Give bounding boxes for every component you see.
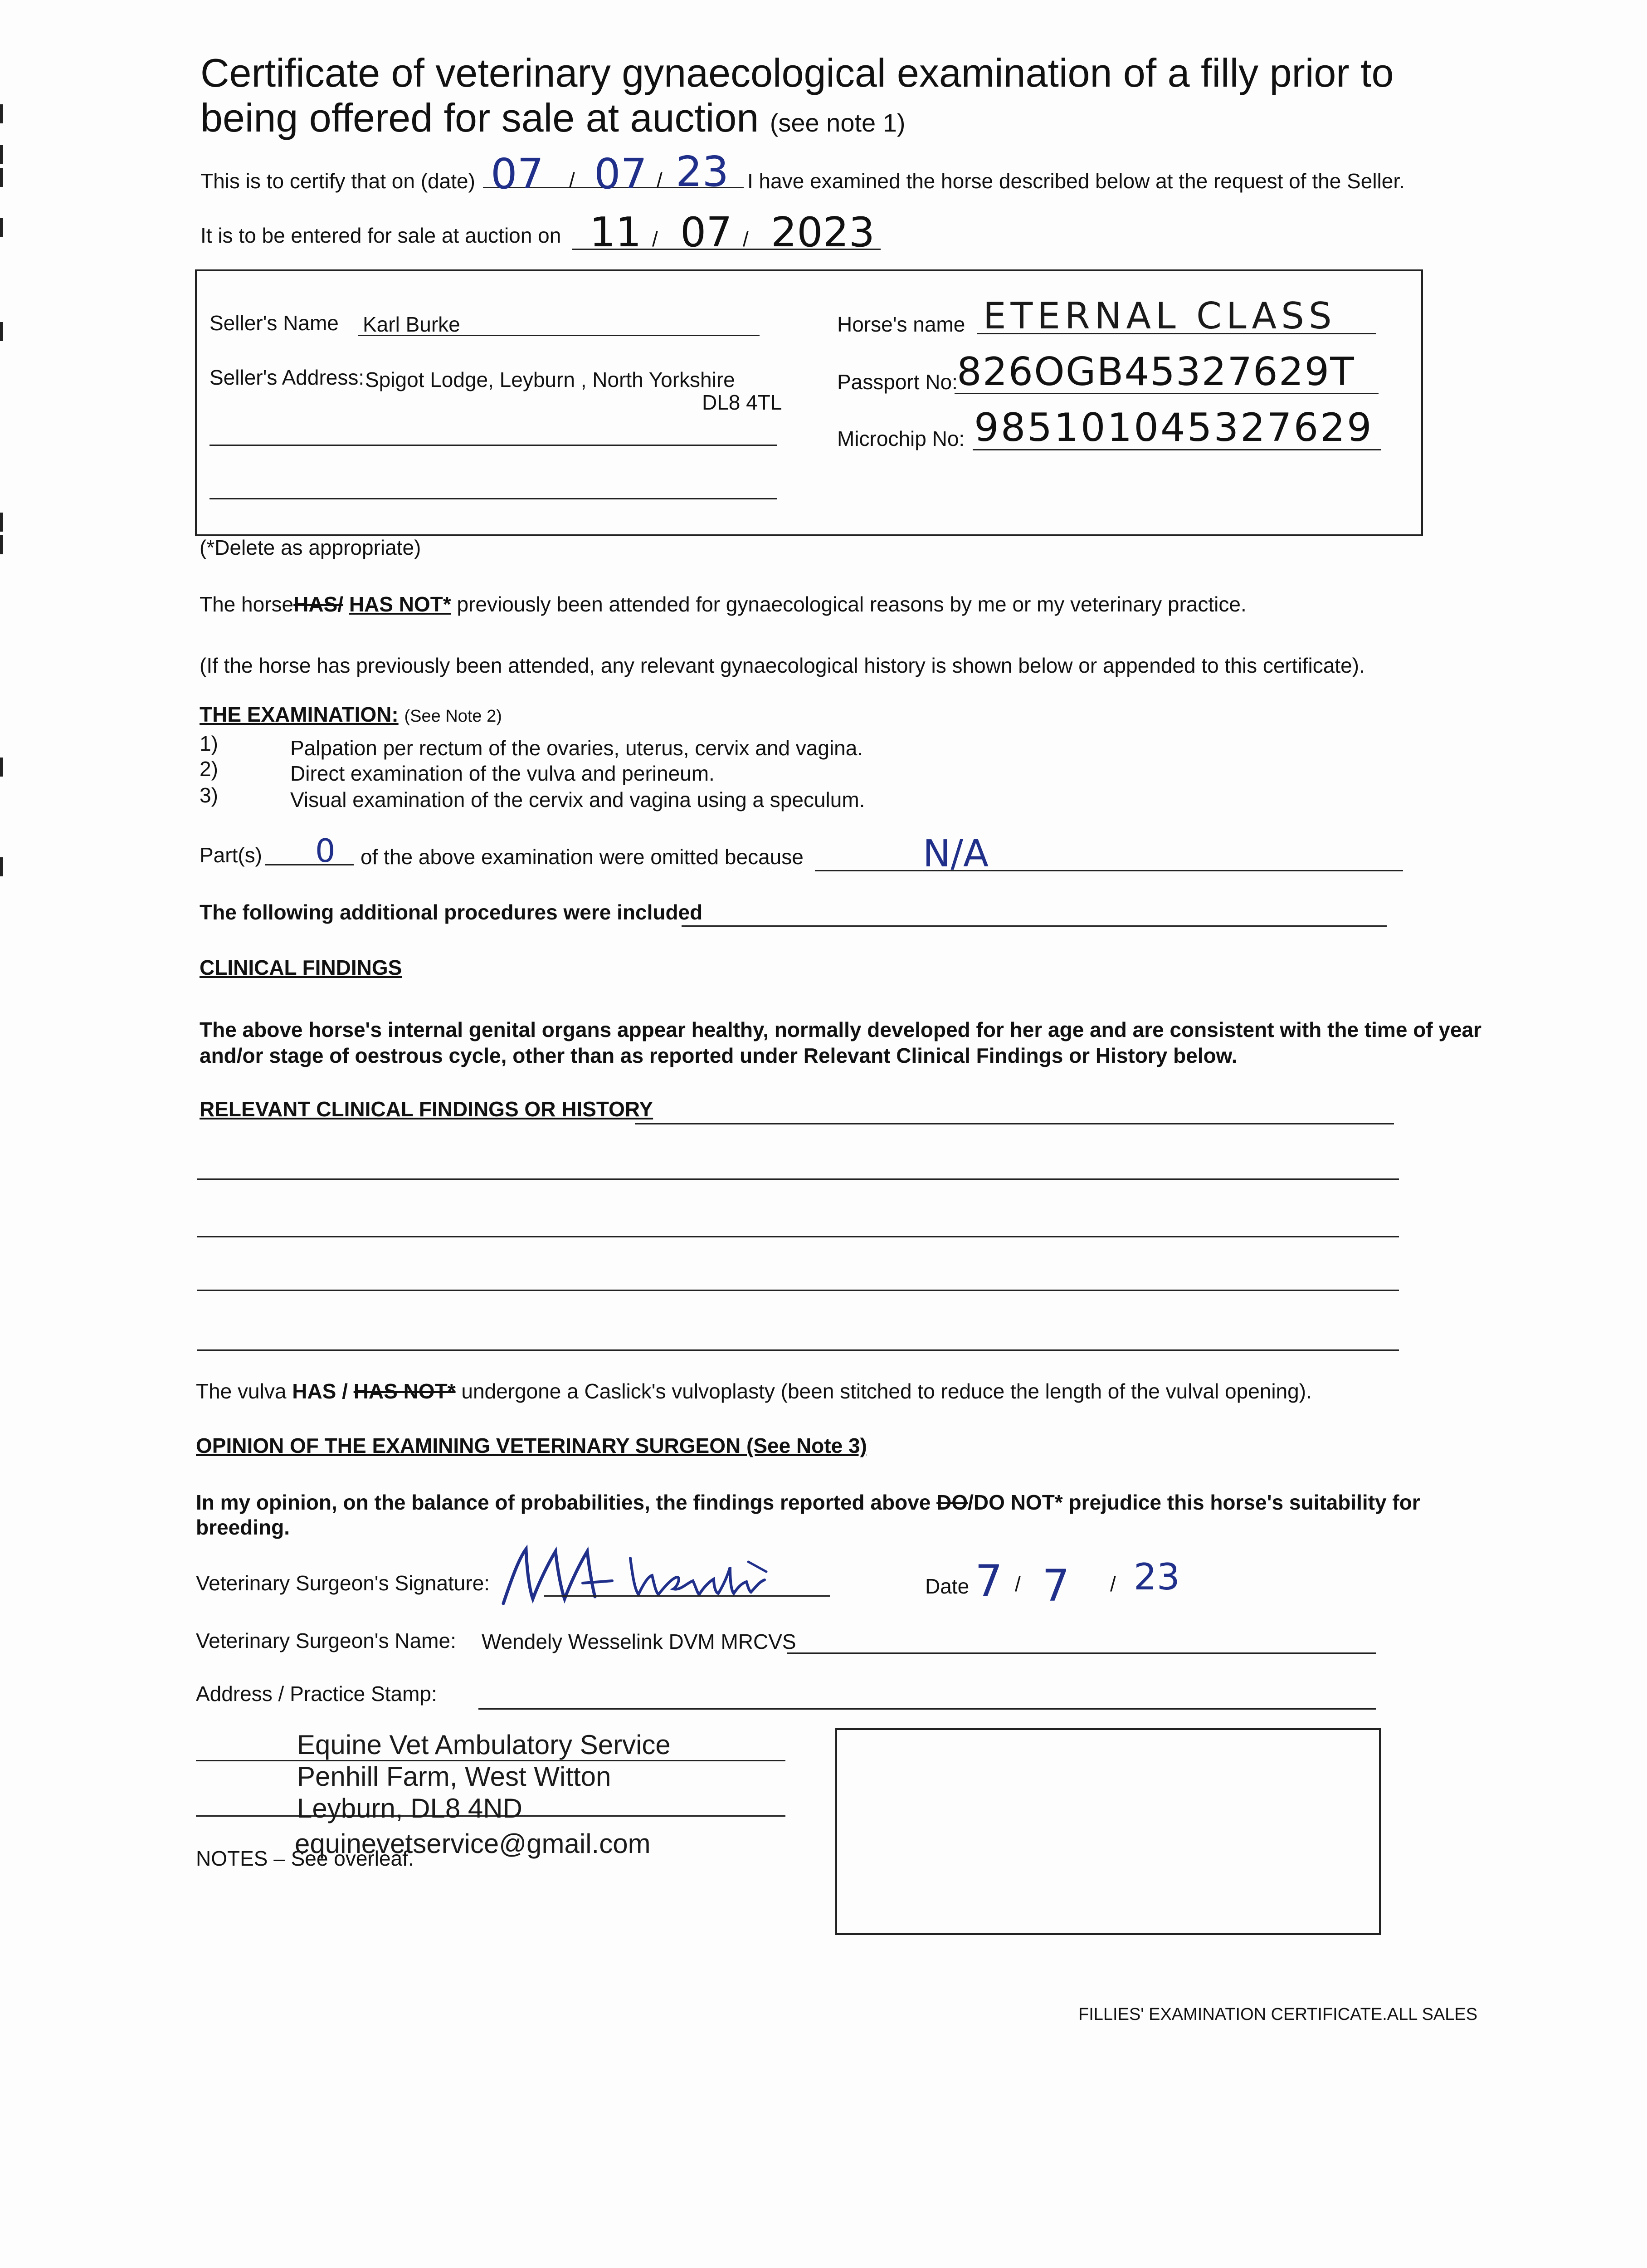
seller-name-label: Seller's Name [210,311,339,335]
auction-year[interactable]: 2023 [771,209,875,256]
certify-date-day[interactable]: 07 [491,150,544,198]
date-separator: / [1110,1572,1116,1596]
opinion-text-2: breeding. [196,1515,290,1539]
seller-address-label: Seller's Address: [210,366,365,389]
signature-date-year[interactable]: 23 [1134,1556,1180,1598]
clinical-findings-text-1: The above horse's internal genital organs appear healthy, normally developed for her age and are consistent with the time of year [200,1018,1482,1041]
date-separator: / [569,168,575,192]
margin-mark [0,322,3,341]
omitted-parts-value[interactable]: 0 [315,832,336,870]
practice-stamp [297,1729,671,1825]
relevant-findings-line [197,1349,1399,1351]
vet-name-line [787,1652,1376,1654]
omitted-parts-line [265,864,354,865]
auction-month[interactable]: 07 [680,209,732,256]
examination-item-num: 2) [200,757,218,781]
margin-mark [0,168,3,187]
vulva-has-not-struck: HAS NOT* [353,1379,456,1403]
date-separator: / [1015,1572,1021,1596]
auction-prefix: It is to be entered for sale at auction on [200,224,561,247]
address-line [478,1708,1376,1710]
vulva-statement: The vulva HAS / HAS NOT* undergone a Caslick's vulvoplasty (been stitched to reduce the length of the vulval opening). [196,1379,1312,1403]
omitted-prefix: Part(s) [200,843,262,867]
omitted-reason[interactable]: N/A [923,832,989,875]
relevant-findings-line [197,1290,1399,1291]
signature-date-day[interactable]: 7 [975,1556,1003,1607]
notes-label: NOTES – See overleaf. [196,1847,414,1870]
examination-heading: THE EXAMINATION: (See Note 2) [200,703,502,726]
omitted-reason-line [815,870,1403,871]
stamp-line-1: Equine Vet Ambulatory Service [297,1730,671,1760]
passport-number[interactable]: 826OGB45327629T [957,349,1355,395]
seller-address-line [210,445,777,446]
date-separator: / [657,168,663,192]
seller-postcode[interactable]: DL8 4TL [702,391,782,414]
vet-name[interactable]: Wendely Wesselink DVM MRCVS [482,1630,796,1653]
examination-item-text: Palpation per rectum of the ovaries, uterus, cervix and vagina. [290,736,863,760]
examination-item-num: 3) [200,783,218,807]
seller-address-line-1[interactable]: Spigot Lodge, Leyburn , North Yorkshire [365,368,735,391]
passport-line [955,393,1379,394]
relevant-findings-line [197,1178,1399,1180]
seller-address-line [210,498,777,499]
margin-mark [0,535,3,554]
attended-has-not: HAS NOT* [349,592,451,616]
history-note: (If the horse has previously been attended, any relevant gynaecological history is shown below or appended to this certificate). [200,654,1365,677]
margin-mark [0,857,3,876]
stamp-line-2: Penhill Farm, West Witton [297,1761,611,1792]
signature-label: Veterinary Surgeon's Signature: [196,1571,490,1595]
certify-suffix: I have examined the horse described below at the request of the Seller. [747,169,1405,193]
title-line-1: Certificate of veterinary gynaecological examination of a filly prior to [200,50,1394,95]
opinion-heading: OPINION OF THE EXAMINING VETERINARY SURGEON (See Note 3) [196,1434,867,1457]
margin-mark [0,104,3,123]
clinical-findings-text-2: and/or stage of oestrous cycle, other than as reported under Relevant Clinical Findings or History below. [200,1044,1238,1067]
vet-signature[interactable] [494,1540,839,1613]
opinion-text-1: In my opinion, on the balance of probabilities, the findings reported above DO/DO NOT* prejudice this horse's suitability for [196,1491,1420,1514]
margin-mark [0,218,3,237]
examination-item-num: 1) [200,732,218,755]
microchip-line [973,449,1381,450]
date-separator: / [743,227,749,251]
additional-procedures-line [682,925,1387,927]
margin-mark [0,758,3,777]
footer-label: FILLIES' EXAMINATION CERTIFICATE.ALL SALES [1078,2005,1478,2024]
document-title [200,51,1394,140]
microchip-label: Microchip No: [837,427,965,450]
passport-label: Passport No: [837,370,958,394]
signature-line [544,1595,830,1597]
attended-statement: The horseHAS/ HAS NOT* previously been attended for gynaecological reasons by me or my veterinary practice. [200,592,1247,616]
date-separator: / [652,227,658,251]
margin-mark [0,513,3,532]
stamp-line-3: Leyburn, DL8 4ND [297,1793,522,1824]
examination-item-text: Direct examination of the vulva and perineum. [290,762,715,785]
relevant-findings-line [197,1236,1399,1237]
seller-name[interactable]: Karl Burke [363,313,460,336]
signature-date-month[interactable]: 7 [1042,1560,1070,1611]
attended-has-struck: HAS/ [293,592,344,616]
seller-name-line [358,335,760,336]
stamp-line-4: equinevetservice@gmail.com [295,1828,651,1859]
auction-day[interactable]: 11 [590,209,642,256]
clinical-findings-heading: CLINICAL FINDINGS [200,956,402,979]
horse-name[interactable]: ETERNAL CLASS [983,295,1336,337]
horse-name-label: Horse's name [837,313,965,336]
relevant-findings-heading: RELEVANT CLINICAL FINDINGS OR HISTORY [200,1097,653,1121]
certify-date-month[interactable]: 07 [594,150,648,198]
relevant-findings-line [635,1123,1394,1124]
stamp-box [835,1728,1381,1935]
omitted-middle: of the above examination were omitted because [361,845,804,869]
title-note: (see note 1) [770,108,906,137]
signature-date-label: Date [925,1574,970,1598]
additional-procedures-label: The following additional procedures were included [200,900,703,924]
vulva-has: HAS / [292,1379,348,1403]
delete-note: (*Delete as appropriate) [200,536,421,559]
opinion-do-struck: DO [936,1491,968,1514]
margin-mark [0,145,3,164]
address-stamp-label: Address / Practice Stamp: [196,1682,437,1706]
certify-prefix: This is to certify that on (date) [200,169,475,193]
horse-name-line [977,333,1376,334]
title-line-2: being offered for sale at auction (see note 1) [200,95,906,140]
microchip-number[interactable]: 985101045327629 [974,405,1374,450]
certify-date-year[interactable]: 23 [676,147,729,196]
vet-name-label: Veterinary Surgeon's Name: [196,1629,456,1652]
examination-item-text: Visual examination of the cervix and vagina using a speculum. [290,788,865,811]
